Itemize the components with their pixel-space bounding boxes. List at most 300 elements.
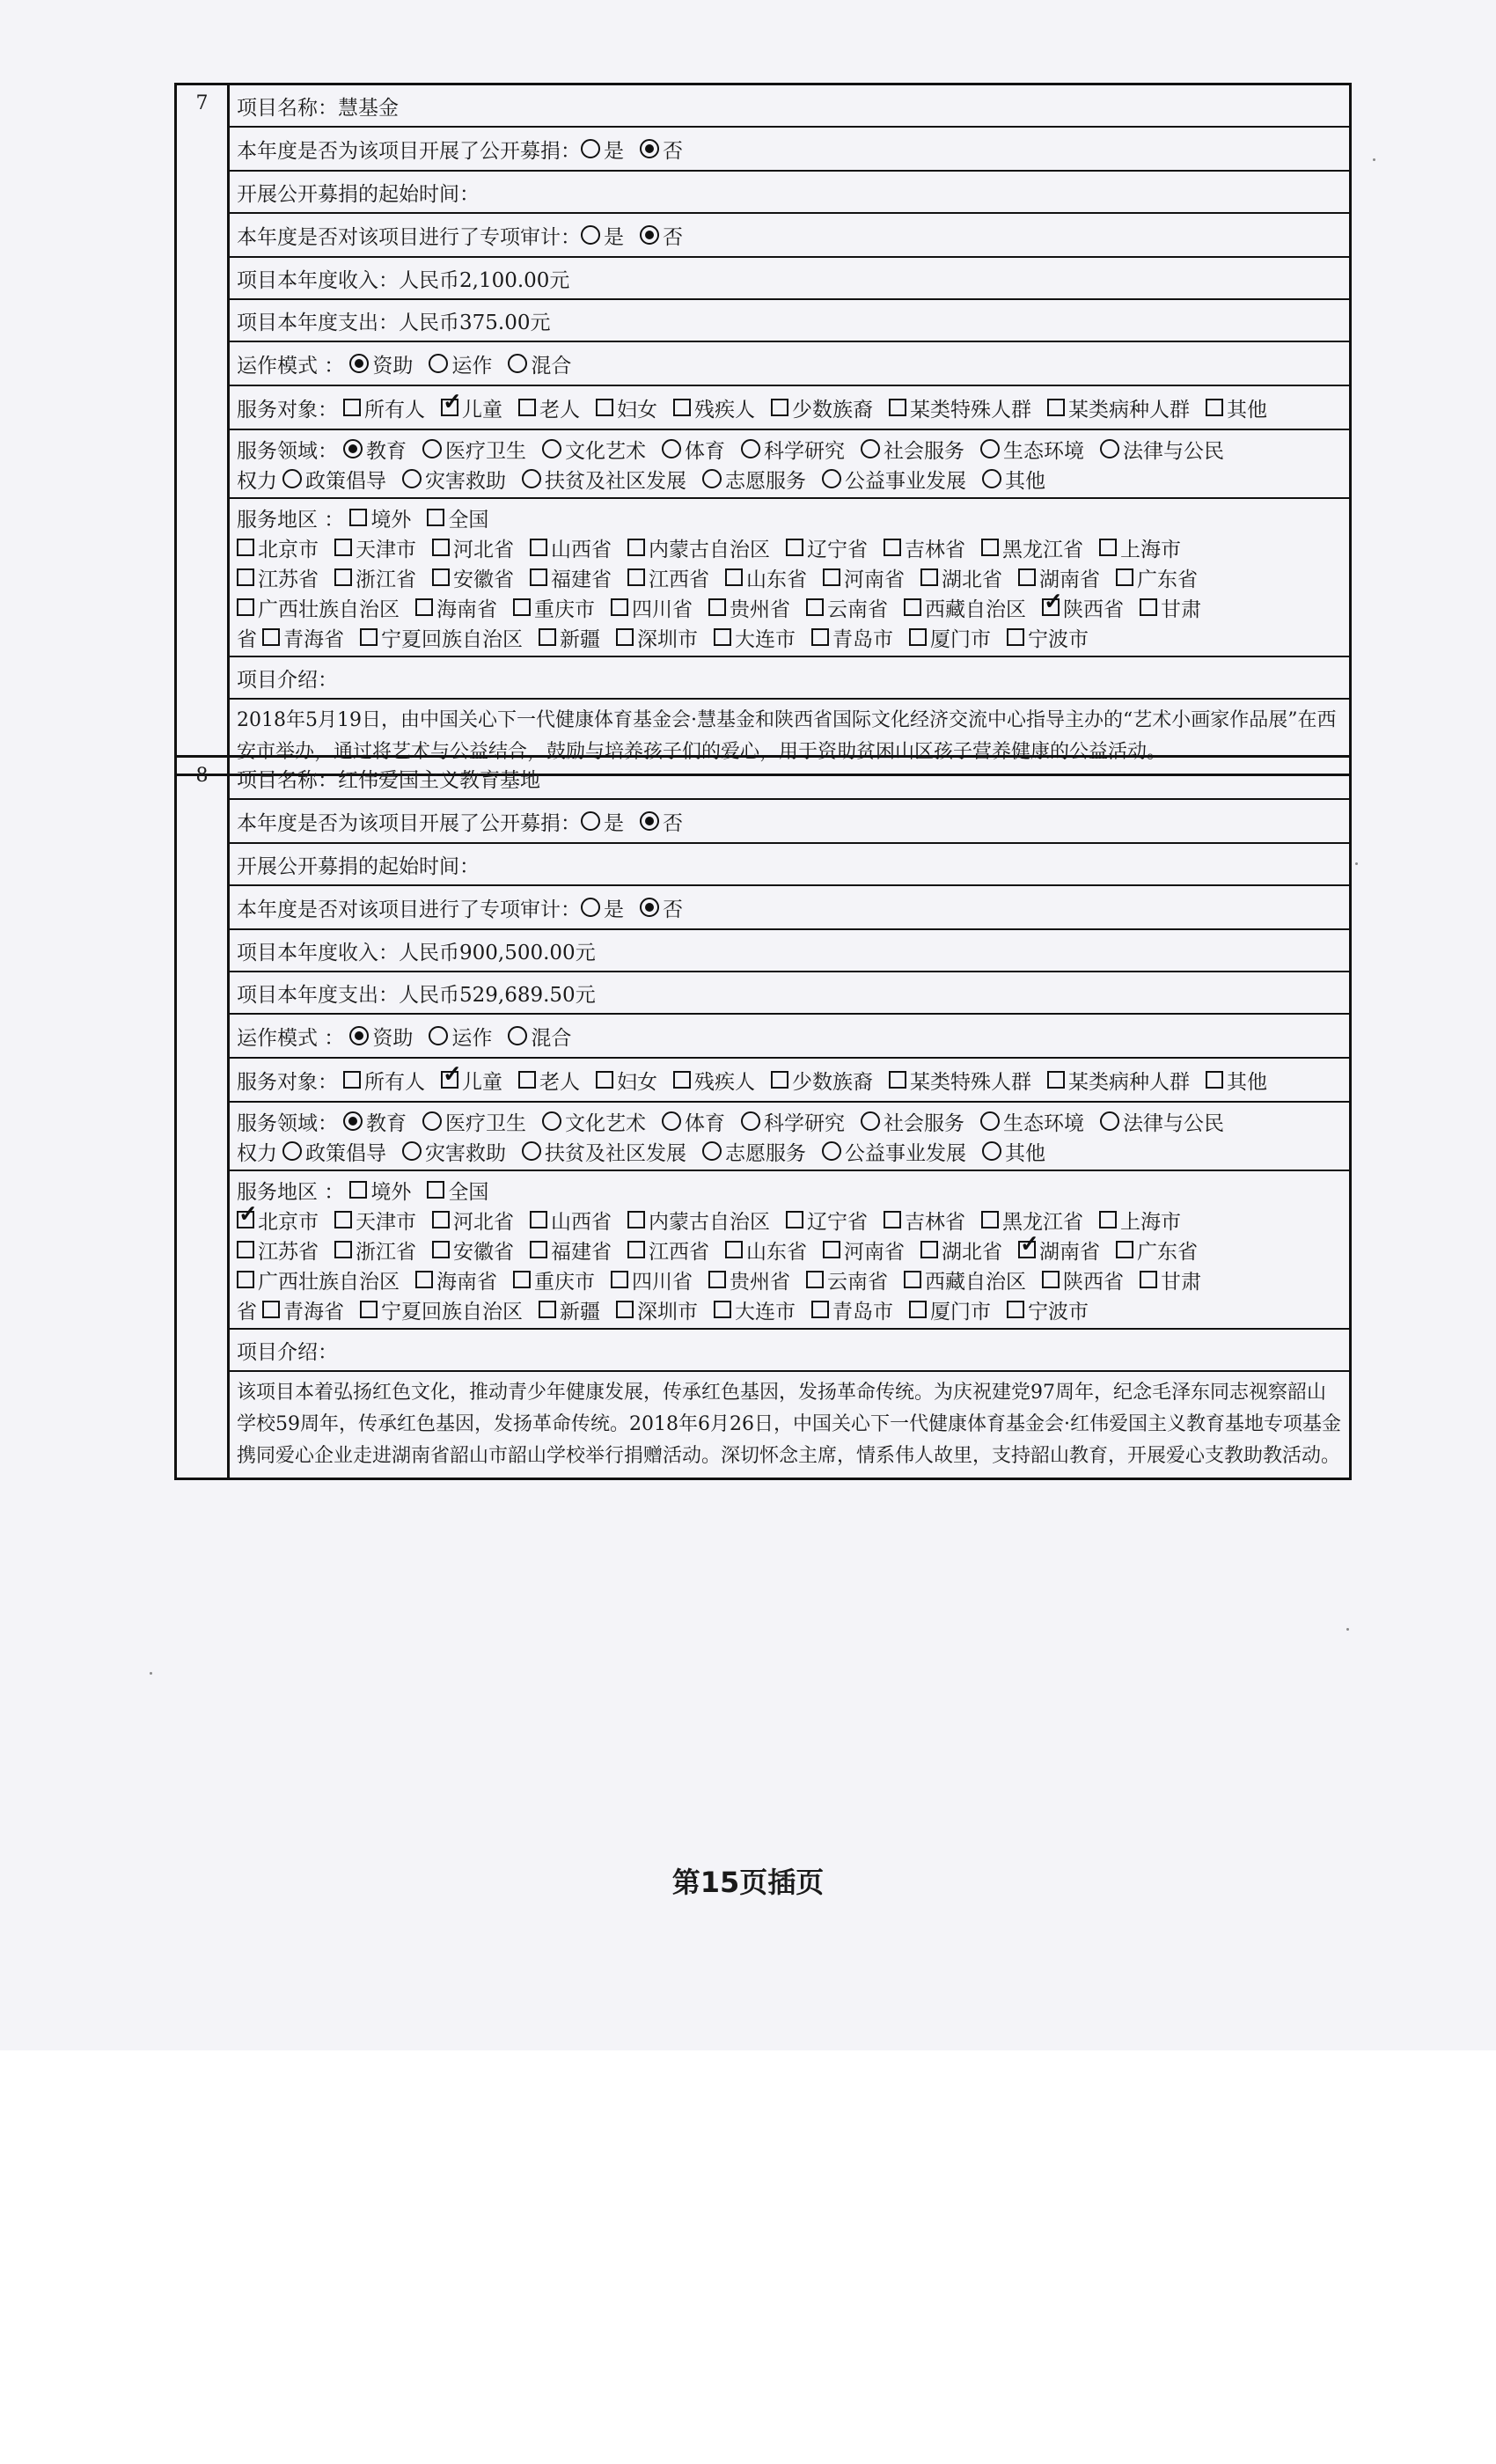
expense-row [230,972,1349,1015]
region-option[interactable]: 新疆 [539,1295,600,1324]
field-option[interactable]: 医疗卫生 [422,1107,526,1136]
checkbox-icon [415,598,433,616]
radio-checked-icon [640,811,659,831]
radio-icon [402,469,422,488]
field-option[interactable]: 科学研究 [741,435,845,464]
region-option[interactable]: 山东省 [725,1236,807,1265]
checkbox-icon [360,628,378,646]
region-option[interactable]: 深圳市 [616,623,698,652]
blank-area [0,2050,1496,2464]
region-option[interactable]: 安徽省 [432,563,514,592]
region-option[interactable]: 黑龙江省 [981,533,1083,562]
service-region-label: 服务地区 ： [237,508,345,532]
service-targets-row [230,386,1349,430]
checkbox-icon [708,1271,726,1288]
region-option[interactable]: 四川省 [611,593,693,622]
checkbox-icon [884,1211,901,1228]
service-fields-label: 服务领域： [237,1111,338,1135]
project-table-7 [174,83,1352,776]
checkbox-icon [673,1071,691,1089]
public-fundraising-row [230,800,1349,844]
region-option[interactable]: 江苏省 [237,1236,319,1265]
checkbox-icon [530,1241,547,1258]
checkbox-icon [884,539,901,556]
region-option[interactable]: 广西壮族自治区 [237,593,400,622]
region-option[interactable]: 青海省 [262,1295,344,1324]
region-option[interactable]: ✓ 陕西省 [1042,593,1124,622]
target-option[interactable]: 老人 [518,1066,580,1095]
target-option[interactable]: 残疾人 [673,393,755,422]
field-option[interactable]: 体育 [662,1107,725,1136]
target-option[interactable]: 某类病种人群 [1047,393,1190,422]
region-option[interactable]: 黑龙江省 [981,1206,1083,1235]
fundraising-start-label: 开展公开募捐的起始时间： [237,182,480,206]
region-option[interactable]: 宁波市 [1007,1295,1089,1324]
checkbox-icon [432,539,450,556]
checkbox-icon [714,1301,731,1318]
page-footer: 第15页插页 [671,1866,825,1899]
region-option[interactable]: 内蒙古自治区 [627,533,770,562]
special-audit-question: 本年度是否对该项目进行了专项审计： [237,225,581,249]
region-option[interactable]: 湖北省 [920,563,1002,592]
region-option[interactable]: 海南省 [415,1265,497,1294]
special-audit-no[interactable]: 否 [640,893,683,922]
service-fields-row [230,1103,1349,1171]
radio-checked-icon [640,139,659,158]
field-option[interactable]: 科学研究 [741,1107,845,1136]
project-name-label: 项目名称： [237,768,338,792]
checkbox-icon [427,509,444,526]
checkbox-icon [262,628,280,646]
region-option[interactable]: 海南省 [415,593,497,622]
radio-icon [982,469,1001,488]
region-option[interactable]: 重庆市 [513,593,595,622]
region-option[interactable]: 江西省 [627,1236,709,1265]
region-option[interactable]: 全国 [427,1176,488,1205]
checkbox-icon [616,1301,634,1318]
region-option[interactable]: 辽宁省 [786,1206,868,1235]
radio-icon [822,469,841,488]
region-option[interactable]: 四川省 [611,1265,693,1294]
checkbox-icon [889,1071,906,1089]
region-option[interactable]: 青岛市 [811,1295,893,1324]
region-option[interactable]: 湖北省 [920,1236,1002,1265]
checkbox-checked-icon [1042,598,1060,616]
public-fundraising-row [230,128,1349,172]
region-option[interactable]: 河北省 [432,533,514,562]
region-option[interactable]: 贵州省 [708,593,790,622]
region-option[interactable]: 贵州省 [708,1265,790,1294]
region-option[interactable]: 宁夏回族自治区 [360,1295,523,1324]
field-option[interactable]: 公益事业发展 [822,1137,966,1166]
checkbox-icon [432,568,450,586]
radio-icon [429,354,448,373]
radio-icon [422,439,442,458]
checkbox-icon [360,1301,378,1318]
checkbox-icon [237,1271,254,1288]
radio-icon [662,1111,681,1131]
target-option[interactable]: 某类特殊人群 [889,1066,1031,1095]
project-name: 红伟爱国主义教育基地 [338,768,540,792]
mode-option-operation[interactable]: 运作 [429,1022,492,1051]
checkbox-icon [1007,628,1024,646]
mode-option-funding[interactable]: 资助 [349,349,413,378]
checkbox-icon [811,1301,829,1318]
field-option[interactable]: 灾害救助 [402,1137,506,1166]
checkbox-icon [237,568,254,586]
radio-icon [542,439,561,458]
region-option[interactable]: 厦门市 [909,623,991,652]
field-option[interactable]: 扶贫及社区发展 [522,465,686,494]
target-option[interactable]: 其他 [1206,1066,1267,1095]
region-option[interactable]: 青岛市 [811,623,893,652]
region-option[interactable]: 浙江省 [334,1236,416,1265]
radio-icon [282,1141,302,1161]
special-audit-row [230,886,1349,930]
radio-icon [702,1141,722,1161]
checkbox-icon [714,628,731,646]
target-option[interactable]: ✓ 儿童 [441,1066,502,1095]
checkbox-icon [611,598,628,616]
checkbox-icon [1099,539,1117,556]
region-option[interactable]: 上海市 [1099,533,1181,562]
checkbox-icon [343,399,361,416]
target-option[interactable]: 老人 [518,393,580,422]
intro-label: 项目介绍： [237,668,338,692]
field-option[interactable]: 其他 [982,465,1045,494]
region-option[interactable]: 广东省 [1116,1236,1198,1265]
checkbox-icon [786,1211,803,1228]
service-region-row [230,1171,1349,1330]
region-option[interactable]: ✓ 北京市 [237,1206,319,1235]
region-option[interactable]: 天津市 [334,1206,416,1235]
checkbox-icon [823,568,840,586]
target-option[interactable]: 某类特殊人群 [889,393,1031,422]
service-fields-row [230,430,1349,499]
radio-icon [982,1141,1001,1161]
fields-continuation: 权力 [237,469,277,493]
field-option[interactable]: 政策倡导 [282,1137,386,1166]
checkbox-icon [1116,1241,1133,1258]
radio-icon [282,469,302,488]
checkbox-icon [237,1241,254,1258]
target-option[interactable]: 妇女 [596,1066,657,1095]
expense-row [230,300,1349,342]
operation-mode-row [230,342,1349,386]
radio-icon [980,1111,1000,1131]
region-option[interactable]: 河南省 [823,1236,905,1265]
field-option[interactable]: 灾害救助 [402,465,506,494]
region-option[interactable]: 境外 [349,1176,411,1205]
radio-icon [508,354,527,373]
field-option[interactable]: 政策倡导 [282,465,386,494]
field-option[interactable]: 法律与公民 [1100,435,1224,464]
target-option[interactable]: 所有人 [343,393,425,422]
region-option[interactable]: 广西壮族自治区 [237,1265,400,1294]
field-option[interactable]: 教育 [343,435,407,464]
checkbox-icon [920,568,938,586]
checkbox-icon [627,1211,645,1228]
checkbox-icon [708,598,726,616]
region-option[interactable]: 云南省 [806,1265,888,1294]
public-fundraising-no[interactable]: 否 [640,135,683,164]
intro-label: 项目介绍： [237,1340,338,1364]
fields-continuation: 权力 [237,1141,277,1165]
checkbox-icon [1007,1301,1024,1318]
checkbox-icon [627,1241,645,1258]
project-name-row [230,85,1349,128]
checkbox-icon [981,539,999,556]
project-table-8 [174,755,1352,1480]
mode-option-mixed[interactable]: 混合 [508,1022,571,1051]
radio-icon [822,1141,841,1161]
checkbox-icon [237,539,254,556]
checkbox-icon [725,568,743,586]
income-text: 项目本年度收入：人民币2,100.00元 [237,268,570,292]
service-targets-label: 服务对象： [237,398,338,422]
target-option[interactable]: 其他 [1206,393,1267,422]
region-option[interactable]: 宁波市 [1007,623,1089,652]
region-option[interactable]: 西藏自治区 [904,1265,1026,1294]
expense-text: 项目本年度支出：人民币529,689.50元 [237,983,596,1007]
region-option[interactable]: 福建省 [530,563,612,592]
region-option[interactable]: 辽宁省 [786,533,868,562]
region-option[interactable]: 安徽省 [432,1236,514,1265]
field-option[interactable]: 生态环境 [980,435,1084,464]
field-option[interactable]: 社会服务 [861,1107,964,1136]
checkbox-icon [349,509,367,526]
region-option[interactable]: 甘肃 [1140,593,1201,622]
checkbox-icon [889,399,906,416]
target-option[interactable]: 残疾人 [673,1066,755,1095]
checkbox-icon [539,628,556,646]
region-option[interactable]: 浙江省 [334,563,416,592]
radio-icon [581,811,600,831]
region-option[interactable]: 青海省 [262,623,344,652]
region-option[interactable]: 山西省 [530,533,612,562]
checkbox-icon [1140,1271,1157,1288]
field-option[interactable]: 志愿服务 [702,465,806,494]
regions-continuation: 省 [237,627,257,651]
service-fields-label: 服务领域： [237,439,338,463]
checkbox-icon [1140,598,1157,616]
checkbox-icon [518,399,536,416]
checkbox-icon [771,1071,788,1089]
checkbox-icon [909,1301,927,1318]
region-option[interactable]: 大连市 [714,1295,796,1324]
region-option[interactable]: 西藏自治区 [904,593,1026,622]
region-option[interactable]: 厦门市 [909,1295,991,1324]
special-audit-yes[interactable]: 是 [581,893,624,922]
radio-icon [581,225,600,245]
checkbox-icon [530,1211,547,1228]
region-option[interactable]: 北京市 [237,533,319,562]
field-option[interactable]: 社会服务 [861,435,964,464]
checkbox-icon [1099,1211,1117,1228]
region-option[interactable]: 山西省 [530,1206,612,1235]
public-fundraising-yes[interactable]: 是 [581,807,624,836]
field-option[interactable]: 扶贫及社区发展 [522,1137,686,1166]
region-option[interactable]: 境外 [349,503,411,532]
target-option[interactable]: ✓ 儿童 [441,393,502,422]
checkbox-icon [616,628,634,646]
region-option[interactable]: 吉林省 [884,1206,965,1235]
region-option[interactable]: 江苏省 [237,563,319,592]
checkbox-icon [596,399,613,416]
public-fundraising-yes[interactable]: 是 [581,135,624,164]
region-option[interactable]: 广东省 [1116,563,1198,592]
region-option[interactable]: 新疆 [539,623,600,652]
checkbox-icon [334,1211,352,1228]
intro-text: 2018年5月19日，由中国关心下一代健康体育基金会·慧基金和陕西省国际文化经济交流中心指导主办的“艺术小画家作品展”在西安市举办，通过将艺术与公益结合，鼓励与培养孩子们的爱心，用于资助贫困山区孩子营养健康的公益活动。 [237,709,1337,763]
project-number: 8 [177,758,230,1478]
region-option[interactable]: 重庆市 [513,1265,595,1294]
mode-option-operation[interactable]: 运作 [429,349,492,378]
fundraising-start-row [230,844,1349,886]
field-option[interactable]: 法律与公民 [1100,1107,1224,1136]
checkbox-icon [513,1271,531,1288]
mode-option-mixed[interactable]: 混合 [508,349,571,378]
scan-speck [1355,862,1358,865]
checkbox-icon [786,539,803,556]
checkbox-icon [334,568,352,586]
target-option[interactable]: 少数族裔 [771,1066,873,1095]
checkbox-icon [432,1211,450,1228]
radio-icon [980,439,1000,458]
checkbox-icon [513,598,531,616]
intro-text: 该项目本着弘扬红色文化，推动青少年健康发展，传承红色基因，发扬革命传统。为庆祝建党97周年，纪念毛泽东同志视察韶山学校59周年，传承红色基因，发扬革命传统。2018年6月26日，中国关心下一代健康体育基金会·红伟爱国主义教育基地专项基金携同爱心企业走进湖南省韶山市韶山学校举行捐赠活动。深切怀念主席，情系伟人故里，支持韶山教育，开展爱心支教助教活动。 [237,1382,1341,1467]
checkbox-icon [1047,1071,1065,1089]
region-option[interactable]: 湖南省 [1018,563,1100,592]
region-option[interactable]: 内蒙古自治区 [627,1206,770,1235]
fundraising-start-row [230,172,1349,214]
operation-mode-label: 运作模式 ： [237,354,345,378]
region-option[interactable]: 陕西省 [1042,1265,1124,1294]
checkbox-icon [1047,399,1065,416]
radio-icon [422,1111,442,1131]
scan-speck [1373,158,1375,161]
checkbox-icon [530,539,547,556]
public-fundraising-no[interactable]: 否 [640,807,683,836]
checkbox-icon [415,1271,433,1288]
radio-checked-icon [343,1111,363,1131]
checkbox-checked-icon [237,1211,254,1228]
target-option[interactable]: 妇女 [596,393,657,422]
checkbox-icon [920,1241,938,1258]
income-text: 项目本年度收入：人民币900,500.00元 [237,941,596,964]
regions-continuation: 省 [237,1300,257,1324]
checkbox-icon [596,1071,613,1089]
operation-mode-row [230,1015,1349,1059]
radio-icon [1100,439,1119,458]
field-option[interactable]: 生态环境 [980,1107,1084,1136]
target-option[interactable]: 所有人 [343,1066,425,1095]
field-option[interactable]: 医疗卫生 [422,435,526,464]
checkbox-icon [334,539,352,556]
region-option[interactable]: 大连市 [714,623,796,652]
checkbox-icon [811,628,829,646]
region-option[interactable]: 甘肃 [1140,1265,1201,1294]
checkbox-icon [909,628,927,646]
radio-icon [522,469,541,488]
checkbox-checked-icon [1018,1241,1036,1258]
mode-option-funding[interactable]: 资助 [349,1022,413,1051]
field-option[interactable]: 公益事业发展 [822,465,966,494]
checkbox-icon [627,539,645,556]
checkbox-icon [1206,399,1223,416]
region-option[interactable]: 福建省 [530,1236,612,1265]
service-targets-label: 服务对象： [237,1070,338,1094]
special-audit-no[interactable]: 否 [640,221,683,250]
checkbox-icon [725,1241,743,1258]
special-audit-yes[interactable]: 是 [581,221,624,250]
fundraising-start-label: 开展公开募捐的起始时间： [237,854,480,878]
project-number: 7 [177,85,230,774]
field-option[interactable]: 文化艺术 [542,1107,646,1136]
region-option[interactable]: 全国 [427,503,488,532]
region-option[interactable]: 深圳市 [616,1295,698,1324]
expense-text: 项目本年度支出：人民币375.00元 [237,311,551,334]
checkbox-icon [427,1181,444,1199]
intro-label-row [230,1330,1349,1372]
radio-icon [581,139,600,158]
radio-icon [741,439,760,458]
radio-icon [542,1111,561,1131]
intro-label-row [230,657,1349,700]
checkbox-icon [627,568,645,586]
radio-icon [662,439,681,458]
region-option[interactable]: ✓ 湖南省 [1018,1236,1100,1265]
checkbox-checked-icon [441,1071,458,1089]
region-option[interactable]: 河北省 [432,1206,514,1235]
radio-icon [861,439,880,458]
checkbox-icon [343,1071,361,1089]
radio-icon [861,1111,880,1131]
income-row [230,930,1349,972]
region-option[interactable]: 宁夏回族自治区 [360,623,523,652]
field-option[interactable]: 体育 [662,435,725,464]
checkbox-icon [349,1181,367,1199]
field-option[interactable]: 文化艺术 [542,435,646,464]
radio-checked-icon [640,225,659,245]
region-option[interactable]: 山东省 [725,563,807,592]
field-option[interactable]: 其他 [982,1137,1045,1166]
region-option[interactable]: 吉林省 [884,533,965,562]
service-targets-row [230,1059,1349,1103]
target-option[interactable]: 少数族裔 [771,393,873,422]
field-option[interactable]: 志愿服务 [702,1137,806,1166]
region-option[interactable]: 云南省 [806,593,888,622]
field-option[interactable]: 教育 [343,1107,407,1136]
radio-icon [522,1141,541,1161]
checkbox-icon [334,1241,352,1258]
public-fundraising-question: 本年度是否为该项目开展了公开募捐： [237,139,581,163]
target-option[interactable]: 某类病种人群 [1047,1066,1190,1095]
checkbox-icon [823,1241,840,1258]
special-audit-question: 本年度是否对该项目进行了专项审计： [237,898,581,921]
service-region-row [230,499,1349,657]
checkbox-icon [806,598,824,616]
region-option[interactable]: 上海市 [1099,1206,1181,1235]
radio-checked-icon [343,439,363,458]
region-option[interactable]: 天津市 [334,533,416,562]
income-row [230,258,1349,300]
checkbox-icon [771,399,788,416]
region-option[interactable]: 河南省 [823,563,905,592]
checkbox-icon [1116,568,1133,586]
radio-checked-icon [640,898,659,917]
region-option[interactable]: 江西省 [627,563,709,592]
